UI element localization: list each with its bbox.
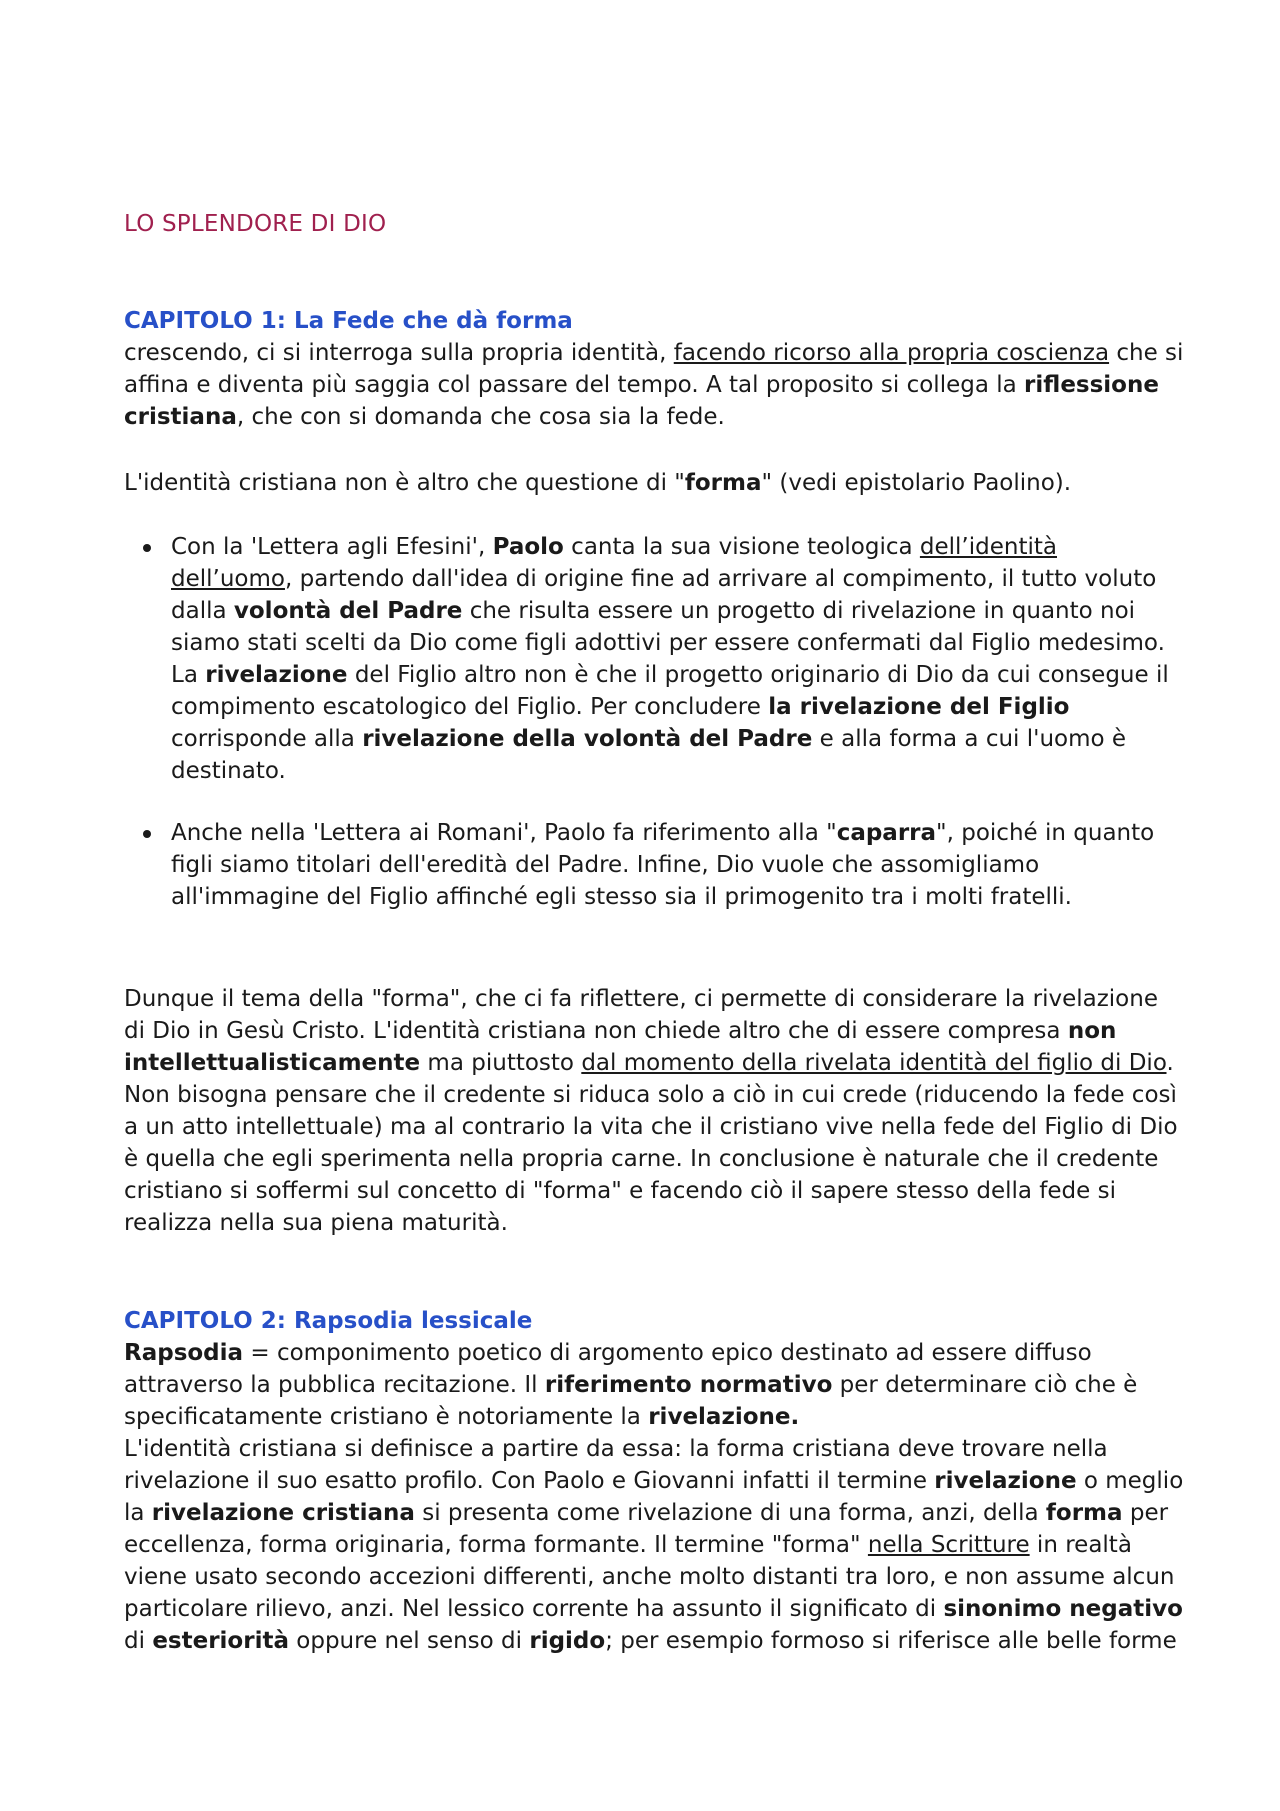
text-run: canta la sua visione teologica <box>563 534 920 560</box>
chapter-1-paragraph-1 <box>124 337 1184 433</box>
text-run: corrisponde alla <box>171 726 363 752</box>
bullet-icon <box>143 544 151 552</box>
underlined-text: dell’identità dell’uomo <box>171 534 1057 592</box>
text-run: = componimento poetico di argomento epico destinato ad essere diffuso attraverso la pubblica recitazione. Il <box>124 1340 1092 1398</box>
bold-text: rigido <box>529 1628 606 1654</box>
bold-text: riferimento normativo <box>544 1372 833 1398</box>
underlined-text: nella Scritture <box>867 1532 1030 1558</box>
bold-text: rivelazione <box>934 1468 1077 1494</box>
bullet-text <box>171 820 1154 910</box>
chapter-1-heading: CAPITOLO 1: La Fede che dà forma <box>124 308 573 334</box>
text-run: Dunque il tema della "forma", che ci fa riflettere, ci permette di considerare la rivelazione di Dio in Gesù Cristo. L'identità cristiana non chiede altro che di essere compresa <box>124 986 1158 1044</box>
text-run: crescendo, ci si interroga sulla propria identità, <box>124 340 674 366</box>
text-run: e alla forma a cui l'uomo è destinato. <box>171 726 1127 784</box>
text-run: L'identità cristiana si definisce a partire da essa: la forma cristiana deve trovare nella rivelazione il suo esatto profilo. Con Paolo e Giovanni infatti il termine <box>124 1436 1108 1494</box>
bold-text: forma <box>1045 1500 1123 1526</box>
chapter-1-paragraph-2 <box>124 467 1184 499</box>
bold-text: Rapsodia <box>124 1340 244 1366</box>
document-title: LO SPLENDORE DI DIO <box>124 211 387 237</box>
text-run: per eccellenza, forma originaria, forma formante. Il termine "forma" <box>124 1500 1169 1558</box>
underlined-text: dal momento della rivelata identità del figlio di Dio <box>581 1050 1167 1076</box>
text-run: che risulta essere un progetto di rivelazione in quanto noi siamo stati scelti da Dio come figli adottivi per essere confermati dal Figlio medesimo. La <box>171 598 1165 688</box>
text-run: Con la 'Lettera agli Efesini', <box>171 534 493 560</box>
bold-text: forma <box>684 470 762 496</box>
text-run: di <box>124 1628 153 1654</box>
text-run: che si affina e diventa più saggia col passare del tempo. A tal proposito si collega la <box>124 340 1184 398</box>
text-run: L'identità cristiana non è altro che questione di " <box>124 470 685 496</box>
bold-text: rivelazione. <box>648 1404 800 1430</box>
text-run: Anche nella 'Lettera ai Romani', Paolo fa riferimento alla " <box>171 820 837 846</box>
text-run: per determinare ciò che è specificatamente cristiano è notoriamente la <box>124 1372 1138 1430</box>
underlined-text: facendo ricorso alla propria coscienza <box>673 340 1110 366</box>
bold-text: volontà del Padre <box>233 598 463 624</box>
bullet-text <box>171 534 1169 784</box>
text-run: si presenta come rivelazione di una forma, anzi, della <box>414 1500 1046 1526</box>
chapter-1-bullet-list <box>124 531 1184 913</box>
chapter-2-heading: CAPITOLO 2: Rapsodia lessicale <box>124 1308 533 1334</box>
bold-text: rivelazione cristiana <box>151 1500 415 1526</box>
text-run: del Figlio altro non è che il progetto originario di Dio da cui consegue il compimento escatologico del Figlio. Per concludere <box>171 662 1169 720</box>
text-run: , partendo dall'idea di origine fine ad arrivare al compimento, il tutto voluto dalla <box>171 566 1157 624</box>
text-run: . Non bisogna pensare che il credente si riduca solo a ciò in cui crede (riducendo la fede così a un atto intellettuale) ma al contrario la vita che il cristiano vive nella fede del Figlio di Dio è quella che egli sperimenta nella propria carne. In conclusione è naturale che il credente cristiano si soffermi sul concetto di "forma" e facendo ciò il sapere stesso della fede si realizza nella sua piena maturità. <box>124 1050 1178 1236</box>
bold-text: rivelazione della volontà del Padre <box>362 726 813 752</box>
text-run: " (vedi epistolario Paolino). <box>761 470 1072 496</box>
text-run: ma piuttosto <box>420 1050 582 1076</box>
text-run: , che con si domanda che cosa sia la fede. <box>236 404 725 430</box>
text-run: ; per esempio formoso si riferisce alle belle forme <box>605 1628 1177 1654</box>
bold-text: Paolo <box>492 534 564 560</box>
bullet-item-efesini <box>124 531 1184 787</box>
bold-text: caparra <box>836 820 937 846</box>
text-run: in realtà viene usato secondo accezioni differenti, anche molto distanti tra loro, e non assume alcun particolare rilievo, anzi. Nel lessico corrente ha assunto il significato di <box>124 1532 1175 1622</box>
chapter-2-paragraph-1 <box>124 1337 1184 1657</box>
text-run: ", poiché in quanto figli siamo titolari dell'eredità del Padre. Infine, Dio vuole che assomigliamo all'immagine del Figlio affinché egli stesso sia il primogenito tra i molti fratelli. <box>171 820 1155 910</box>
bold-text: rivelazione <box>205 662 348 688</box>
bold-text: non intellettualisticamente <box>124 1018 1117 1076</box>
bold-text: riflessione cristiana <box>124 372 1159 430</box>
text-run: oppure nel senso di <box>288 1628 530 1654</box>
bold-text: la rivelazione del Figlio <box>768 694 1070 720</box>
bold-text: sinonimo negativo <box>943 1596 1183 1622</box>
text-run: o meglio la <box>124 1468 1184 1526</box>
chapter-1-paragraph-3 <box>124 983 1184 1239</box>
bold-text: esteriorità <box>152 1628 289 1654</box>
bullet-item-romani <box>124 817 1184 913</box>
bullet-icon <box>143 830 151 838</box>
